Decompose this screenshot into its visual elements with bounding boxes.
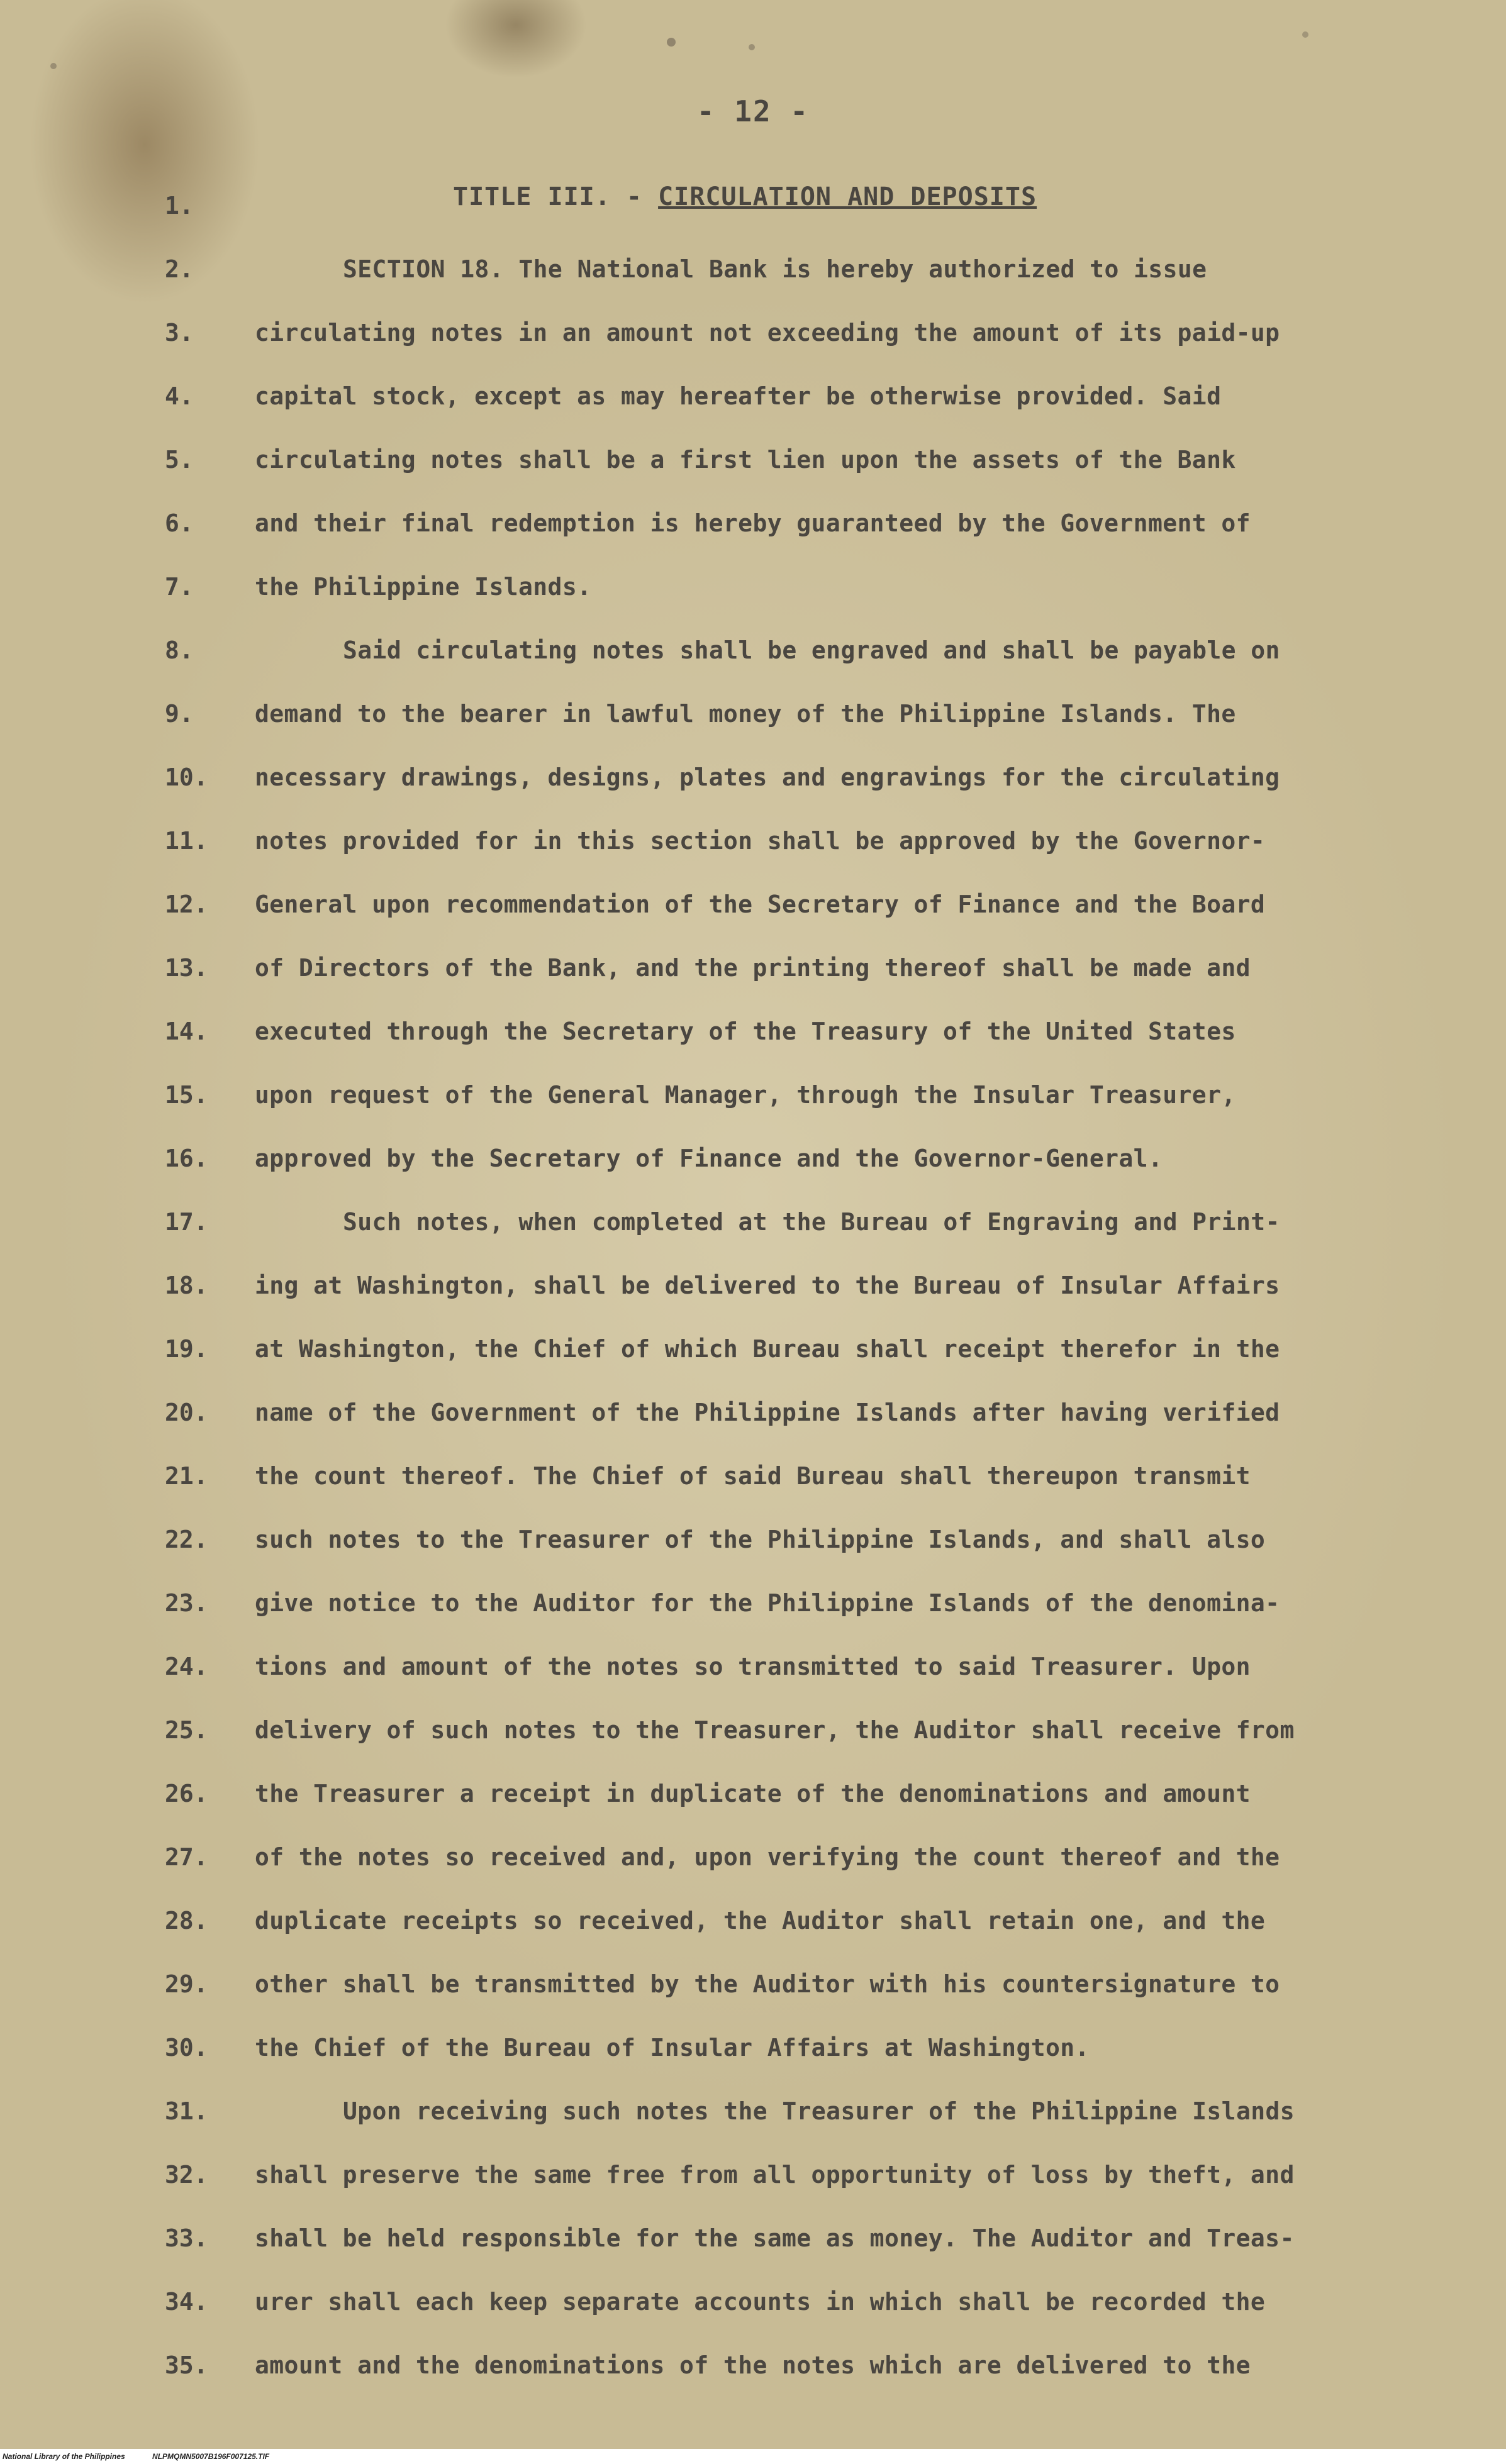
line-text: upon request of the General Manager, through the Insular Treasurer, <box>255 1081 1236 1109</box>
line-number: 14. <box>165 1018 208 1045</box>
line-text: and their final redemption is hereby guaranteed by the Government of <box>255 509 1251 537</box>
line-number: 26. <box>165 1780 208 1807</box>
line-number: 7. <box>165 573 194 601</box>
page-number: - 12 - <box>696 94 810 128</box>
line-text: necessary drawings, designs, plates and engravings for the circulating <box>255 763 1280 791</box>
line-text: the Philippine Islands. <box>255 573 592 601</box>
line-text: give notice to the Auditor for the Philippine Islands of the denomina- <box>255 1589 1280 1617</box>
line-number: 9. <box>165 700 194 728</box>
line-text: SECTION 18. The National Bank is hereby authorized to issue <box>343 255 1207 283</box>
ink-stain <box>749 44 755 50</box>
line-text: shall preserve the same free from all opportunity of loss by theft, and <box>255 2161 1295 2189</box>
line-text: demand to the bearer in lawful money of the Philippine Islands. The <box>255 700 1236 728</box>
title-underlined: CIRCULATION AND DEPOSITS <box>658 182 1037 211</box>
line-text: General upon recommendation of the Secretary of Finance and the Board <box>255 891 1266 918</box>
line-number: 22. <box>165 1526 208 1553</box>
line-number: 13. <box>165 954 208 982</box>
line-number: 10. <box>165 763 208 791</box>
line-text: Upon receiving such notes the Treasurer of the Philippine Islands <box>343 2097 1295 2125</box>
line-text: notes provided for in this section shall be approved by the Governor- <box>255 827 1266 855</box>
footer-file: NLPMQMN5007B196F007125.TIF <box>152 2452 270 2461</box>
line-number: 21. <box>165 1462 208 1490</box>
line-number: 4. <box>165 382 194 410</box>
line-number: 30. <box>165 2034 208 2062</box>
line-text: such notes to the Treasurer of the Philippine Islands, and shall also <box>255 1526 1266 1553</box>
line-number: 19. <box>165 1335 208 1363</box>
line-text: name of the Government of the Philippine Islands after having verified <box>255 1399 1280 1426</box>
footer-library: National Library of the Philippines <box>3 2452 125 2461</box>
line-number: 32. <box>165 2161 208 2189</box>
line-text: amount and the denominations of the notes which are delivered to the <box>255 2351 1251 2379</box>
line-text: executed through the Secretary of the Treasury of the United States <box>255 1018 1236 1045</box>
line-number: 11. <box>165 827 208 855</box>
line-text: other shall be transmitted by the Auditor with his countersignature to <box>255 1970 1280 1998</box>
ink-stain <box>50 63 57 69</box>
line-text: Said circulating notes shall be engraved and shall be payable on <box>343 636 1280 664</box>
line-number: 16. <box>165 1145 208 1172</box>
section-title <box>453 182 1037 211</box>
title-prefix: TITLE III. - <box>453 182 659 211</box>
line-number: 23. <box>165 1589 208 1617</box>
line-text: circulating notes in an amount not exceeding the amount of its paid-up <box>255 319 1280 347</box>
footer-bar <box>0 2449 1506 2464</box>
line-text: delivery of such notes to the Treasurer, the Auditor shall receive from <box>255 1716 1295 1744</box>
line-number: 24. <box>165 1653 208 1680</box>
line-number: 34. <box>165 2288 208 2316</box>
ink-stain <box>1302 31 1308 38</box>
line-number: 18. <box>165 1272 208 1299</box>
line-number: 31. <box>165 2097 208 2125</box>
line-number: 15. <box>165 1081 208 1109</box>
line-number: 27. <box>165 1843 208 1871</box>
line-text: the Chief of the Bureau of Insular Affairs at Washington. <box>255 2034 1090 2062</box>
line-text: shall be held responsible for the same as money. The Auditor and Treas- <box>255 2224 1295 2252</box>
line-number: 3. <box>165 319 194 347</box>
line-number: 29. <box>165 1970 208 1998</box>
line-text: capital stock, except as may hereafter be otherwise provided. Said <box>255 382 1222 410</box>
line-number: 2. <box>165 255 194 283</box>
line-number: 35. <box>165 2351 208 2379</box>
line-text: approved by the Secretary of Finance and the Governor-General. <box>255 1145 1163 1172</box>
line-number: 8. <box>165 636 194 664</box>
line-number: 5. <box>165 446 194 474</box>
line-text: duplicate receipts so received, the Auditor shall retain one, and the <box>255 1907 1266 1934</box>
line-text: tions and amount of the notes so transmitted to said Treasurer. Upon <box>255 1653 1251 1680</box>
line-text: of Directors of the Bank, and the printing thereof shall be made and <box>255 954 1251 982</box>
line-text: at Washington, the Chief of which Bureau shall receipt therefor in the <box>255 1335 1280 1363</box>
line-text: the count thereof. The Chief of said Bureau shall thereupon transmit <box>255 1462 1251 1490</box>
line-number: 6. <box>165 509 194 537</box>
ink-stain <box>667 38 676 47</box>
line-text: ing at Washington, shall be delivered to the Bureau of Insular Affairs <box>255 1272 1280 1299</box>
line-number: 1. <box>165 192 194 219</box>
line-number: 17. <box>165 1208 208 1236</box>
line-text: of the notes so received and, upon verifying the count thereof and the <box>255 1843 1280 1871</box>
line-number: 25. <box>165 1716 208 1744</box>
line-number: 12. <box>165 891 208 918</box>
line-text: Such notes, when completed at the Bureau of Engraving and Print- <box>343 1208 1280 1236</box>
line-number: 20. <box>165 1399 208 1426</box>
line-number: 28. <box>165 1907 208 1934</box>
line-text: urer shall each keep separate accounts in which shall be recorded the <box>255 2288 1266 2316</box>
line-number: 33. <box>165 2224 208 2252</box>
line-text: the Treasurer a receipt in duplicate of the denominations and amount <box>255 1780 1251 1807</box>
line-text: circulating notes shall be a first lien upon the assets of the Bank <box>255 446 1236 474</box>
